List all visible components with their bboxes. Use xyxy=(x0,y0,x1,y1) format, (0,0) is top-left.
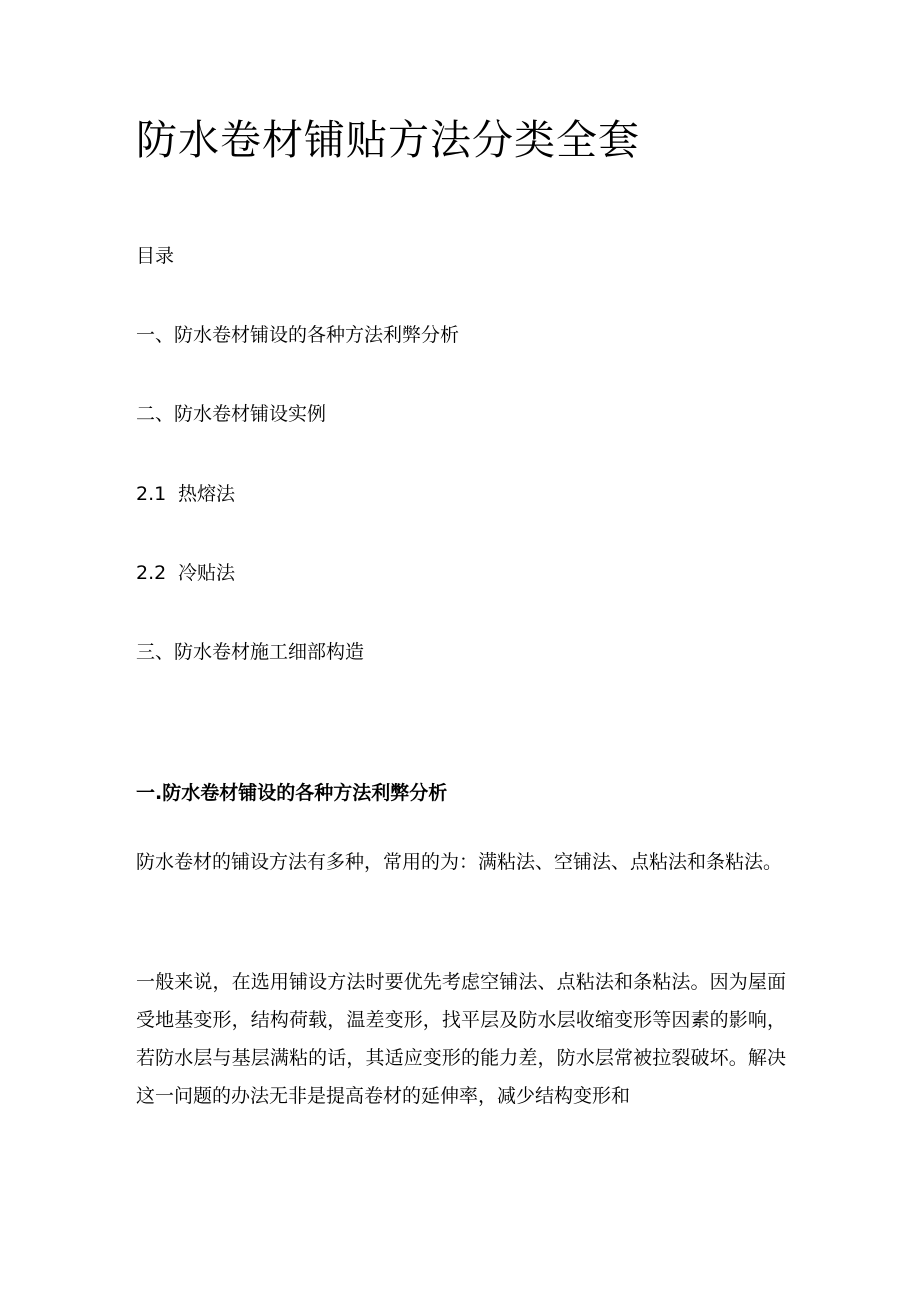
toc-item xyxy=(136,321,459,349)
body-paragraph: 防水卷材的铺设方法有多种，常用的为：满粘法、空铺法、点粘法和条粘法。 xyxy=(136,851,783,873)
toc-item xyxy=(136,638,364,666)
toc-item-text: 一、防水卷材铺设的各种方法利弊分析 xyxy=(136,324,460,346)
toc-item xyxy=(136,400,326,428)
toc-item xyxy=(136,559,235,587)
body-paragraph: 一般来说，在选用铺设方法时要优先考虑空铺法、点粘法和条粘法。因为屋面受地基变形，结构荷载，温差变形，找平层及防水层收缩变形等因素的影响，若防水层与基层满粘的话，其适应变形的能力差，防水层常被拉裂破坏。解决这一问题的办法无非是提高卷材的延伸率，减少结构变形和 xyxy=(136,971,786,1107)
toc-item-text: 热熔法 xyxy=(178,483,236,505)
toc-item-number: 2.1 xyxy=(136,483,167,505)
toc-item xyxy=(136,480,235,508)
section-heading: 一.防水卷材铺设的各种方法利弊分析 xyxy=(136,782,448,804)
toc-item-number: 2.2 xyxy=(136,562,167,584)
toc-item-text: 三、防水卷材施工细部构造 xyxy=(136,641,365,663)
toc-item-text: 二、防水卷材铺设实例 xyxy=(136,403,327,425)
document-title: 防水卷材铺贴方法分类全套 xyxy=(136,116,640,164)
toc-item-text: 冷贴法 xyxy=(178,562,236,584)
toc-heading: 目录 xyxy=(136,245,175,267)
